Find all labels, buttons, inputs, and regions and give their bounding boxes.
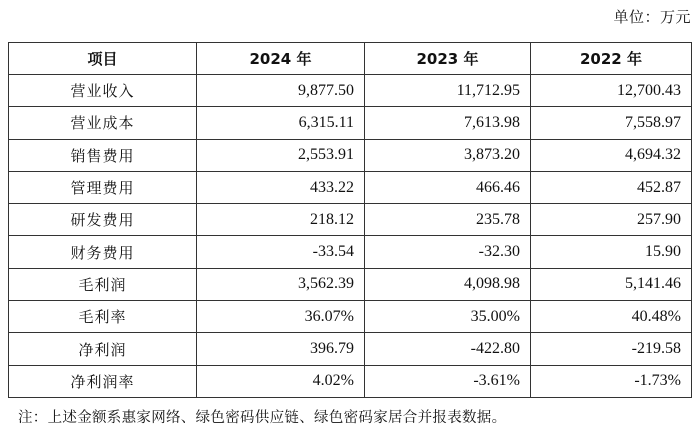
cell-value: 40.48% bbox=[531, 301, 692, 333]
cell-value: 257.90 bbox=[531, 204, 692, 236]
cell-value: 35.00% bbox=[365, 301, 531, 333]
cell-value: 36.07% bbox=[197, 301, 365, 333]
cell-value: 4,098.98 bbox=[365, 268, 531, 300]
cell-value: -3.61% bbox=[365, 365, 531, 397]
unit-label: 单位：万元 bbox=[613, 8, 691, 26]
cell-value: 452.87 bbox=[531, 171, 692, 203]
cell-value: 2,553.91 bbox=[197, 139, 365, 171]
row-label: 营业成本 bbox=[9, 107, 197, 139]
row-label: 毛利率 bbox=[9, 301, 197, 333]
cell-value: 3,562.39 bbox=[197, 268, 365, 300]
cell-value: 12,700.43 bbox=[531, 75, 692, 107]
cell-value: 396.79 bbox=[197, 333, 365, 365]
cell-value: -33.54 bbox=[197, 236, 365, 268]
column-header-2023: 2023 年 bbox=[365, 43, 531, 75]
table-row bbox=[9, 268, 692, 300]
table-row bbox=[9, 75, 692, 107]
row-label: 销售费用 bbox=[9, 139, 197, 171]
cell-value: 6,315.11 bbox=[197, 107, 365, 139]
column-header-item: 项目 bbox=[9, 43, 197, 75]
cell-value: 218.12 bbox=[197, 204, 365, 236]
cell-value: -219.58 bbox=[531, 333, 692, 365]
column-header-2024: 2024 年 bbox=[197, 43, 365, 75]
table-row bbox=[9, 236, 692, 268]
table-row bbox=[9, 204, 692, 236]
row-label: 财务费用 bbox=[9, 236, 197, 268]
cell-value: 9,877.50 bbox=[197, 75, 365, 107]
row-label: 净利润率 bbox=[9, 365, 197, 397]
cell-value: -422.80 bbox=[365, 333, 531, 365]
column-header-2022: 2022 年 bbox=[531, 43, 692, 75]
financial-table bbox=[8, 42, 692, 398]
table-row bbox=[9, 301, 692, 333]
cell-value: 4,694.32 bbox=[531, 139, 692, 171]
table-row bbox=[9, 107, 692, 139]
cell-value: 235.78 bbox=[365, 204, 531, 236]
table-row bbox=[9, 171, 692, 203]
cell-value: 7,613.98 bbox=[365, 107, 531, 139]
table-footnote: 注：上述金额系惠家网络、绿色密码供应链、绿色密码家居合并报表数据。 bbox=[18, 410, 507, 426]
row-label: 管理费用 bbox=[9, 171, 197, 203]
cell-value: 11,712.95 bbox=[365, 75, 531, 107]
table-row bbox=[9, 333, 692, 365]
cell-value: 3,873.20 bbox=[365, 139, 531, 171]
cell-value: 7,558.97 bbox=[531, 107, 692, 139]
table-row bbox=[9, 365, 692, 397]
cell-value: 15.90 bbox=[531, 236, 692, 268]
cell-value: 433.22 bbox=[197, 171, 365, 203]
cell-value: -1.73% bbox=[531, 365, 692, 397]
table-header-row bbox=[9, 43, 692, 75]
row-label: 营业收入 bbox=[9, 75, 197, 107]
row-label: 研发费用 bbox=[9, 204, 197, 236]
table-row bbox=[9, 139, 692, 171]
cell-value: 4.02% bbox=[197, 365, 365, 397]
row-label: 毛利润 bbox=[9, 268, 197, 300]
cell-value: 466.46 bbox=[365, 171, 531, 203]
cell-value: 5,141.46 bbox=[531, 268, 692, 300]
cell-value: -32.30 bbox=[365, 236, 531, 268]
row-label: 净利润 bbox=[9, 333, 197, 365]
